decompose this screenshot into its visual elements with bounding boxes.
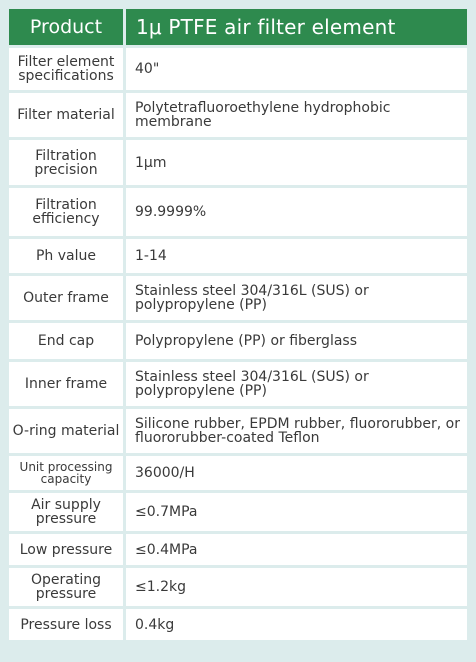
row-label: End cap [9, 323, 123, 359]
header-product: Product [9, 9, 123, 45]
row-value: Silicone rubber, EPDM rubber, fluororubber, or fluororubber-coated Teflon [126, 409, 467, 453]
row-label: Filter element specifications [9, 48, 123, 90]
header-row [9, 9, 467, 45]
table-row [9, 140, 467, 185]
row-label: Ph value [9, 239, 123, 273]
table-row [9, 48, 467, 90]
row-value: 1μm [126, 140, 467, 185]
row-value: 40" [126, 48, 467, 90]
row-value: ≤1.2kg [126, 568, 467, 606]
table-row [9, 568, 467, 606]
table-row [9, 362, 467, 406]
row-label: Pressure loss [9, 609, 123, 640]
row-label: O-ring material [9, 409, 123, 453]
row-value: Polytetrafluoroethylene hydrophobic membrane [126, 93, 467, 137]
table-row [9, 534, 467, 565]
row-label: Operating pressure [9, 568, 123, 606]
row-value: Polypropylene (PP) or fiberglass [126, 323, 467, 359]
row-value: 1-14 [126, 239, 467, 273]
row-label: Filtration efficiency [9, 188, 123, 236]
table-row [9, 93, 467, 137]
row-value: ≤0.7MPa [126, 493, 467, 531]
table-row [9, 323, 467, 359]
row-value: 0.4kg [126, 609, 467, 640]
row-label: Inner frame [9, 362, 123, 406]
row-value: 99.9999% [126, 188, 467, 236]
row-value: Stainless steel 304/316L (SUS) or polypropylene (PP) [126, 362, 467, 406]
table-row [9, 188, 467, 236]
row-label: Outer frame [9, 276, 123, 320]
row-label: Unit processing capacity [9, 456, 123, 490]
table-row [9, 409, 467, 453]
row-label: Filter material [9, 93, 123, 137]
header-product-name: 1μ PTFE air filter element [126, 9, 467, 45]
table-row [9, 456, 467, 490]
table-row [9, 239, 467, 273]
row-value: Stainless steel 304/316L (SUS) or polypropylene (PP) [126, 276, 467, 320]
row-value: 36000/H [126, 456, 467, 490]
row-label: Filtration precision [9, 140, 123, 185]
spec-table [6, 6, 470, 643]
table-row [9, 276, 467, 320]
row-label: Low pressure [9, 534, 123, 565]
row-value: ≤0.4MPa [126, 534, 467, 565]
table-row [9, 493, 467, 531]
row-label: Air supply pressure [9, 493, 123, 531]
table-row [9, 609, 467, 640]
